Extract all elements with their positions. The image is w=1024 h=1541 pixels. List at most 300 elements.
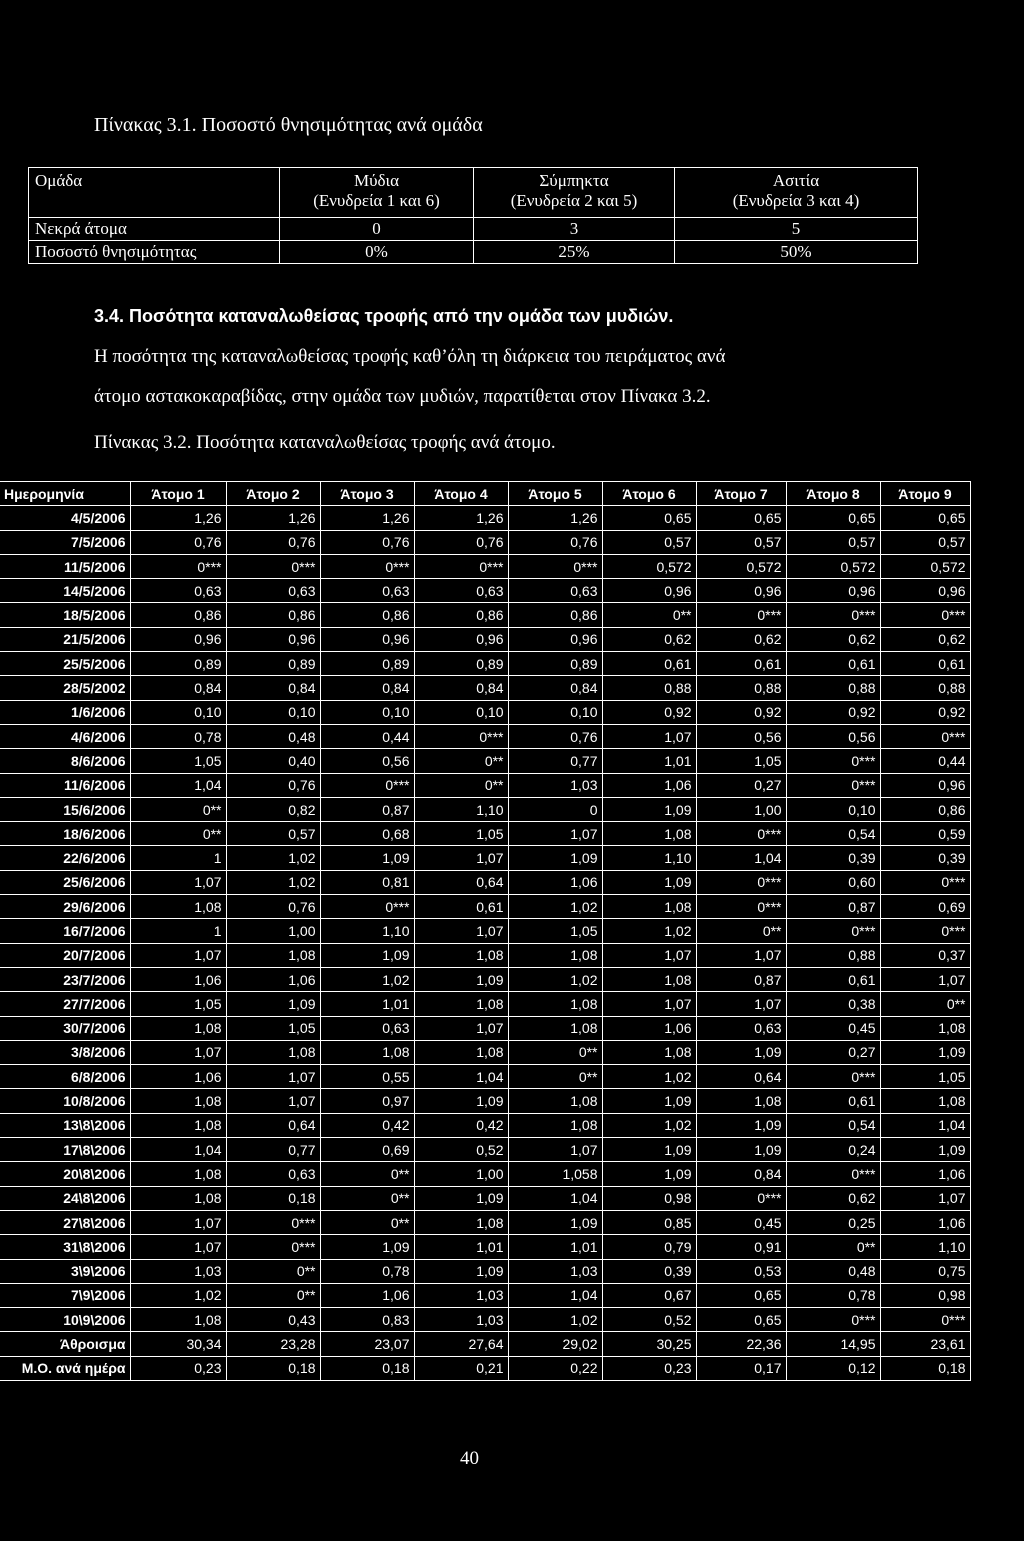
value-cell: 1,07 xyxy=(414,919,508,943)
mortality-table-header xyxy=(29,168,918,218)
value-cell: 0,76 xyxy=(226,895,320,919)
value-cell: 0,65 xyxy=(696,1308,786,1332)
value-cell: 0,88 xyxy=(696,676,786,700)
row-date: 27\8\2006 xyxy=(0,1210,130,1234)
cell: 0% xyxy=(280,241,474,264)
value-cell: 0*** xyxy=(696,1186,786,1210)
value-cell: 1 xyxy=(130,846,226,870)
value-cell: 1,08 xyxy=(320,1040,414,1064)
section-heading: 3.4. Ποσότητα καταναλωθείσας τροφής από την ομάδα των μυδιών. xyxy=(94,306,674,326)
value-cell: 1,07 xyxy=(414,846,508,870)
header-individual: Άτομο 1 xyxy=(130,482,226,506)
value-cell: 0,64 xyxy=(696,1065,786,1089)
value-cell: 0*** xyxy=(786,603,880,627)
value-cell: 1,09 xyxy=(320,846,414,870)
value-cell: 0*** xyxy=(786,1162,880,1186)
value-cell: 0,86 xyxy=(320,603,414,627)
value-cell: 0** xyxy=(226,1283,320,1307)
value-cell: 0*** xyxy=(880,724,970,748)
value-cell: 1,26 xyxy=(130,506,226,530)
value-cell: 1,02 xyxy=(508,1308,602,1332)
row-date: 18/5/2006 xyxy=(0,603,130,627)
table-header-row xyxy=(0,482,970,506)
value-cell: 0,57 xyxy=(602,530,696,554)
value-cell: 0,10 xyxy=(786,797,880,821)
value-cell: 0,97 xyxy=(320,1089,414,1113)
value-cell: 0,88 xyxy=(602,676,696,700)
value-cell: 0,92 xyxy=(602,700,696,724)
value-cell: 1,07 xyxy=(130,1210,226,1234)
value-cell: 0,18 xyxy=(226,1186,320,1210)
value-cell: 0,18 xyxy=(226,1356,320,1380)
value-cell: 1,10 xyxy=(880,1235,970,1259)
table-row xyxy=(0,943,970,967)
row-date: 15/6/2006 xyxy=(0,797,130,821)
value-cell: 1,06 xyxy=(602,1016,696,1040)
value-cell: 1,07 xyxy=(508,1138,602,1162)
value-cell: 0,96 xyxy=(602,579,696,603)
value-cell: 0,63 xyxy=(130,579,226,603)
value-cell: 0,57 xyxy=(226,822,320,846)
value-cell: 0** xyxy=(508,1065,602,1089)
header-symp-label: Σύμπηκτα xyxy=(539,171,609,190)
value-cell: 0** xyxy=(414,749,508,773)
value-cell: 1,09 xyxy=(508,1210,602,1234)
value-cell: 1,03 xyxy=(130,1259,226,1283)
value-cell: 0,27 xyxy=(696,773,786,797)
value-cell: 0,77 xyxy=(226,1138,320,1162)
table-row xyxy=(0,554,970,578)
table-row xyxy=(0,652,970,676)
value-cell: 0,57 xyxy=(786,530,880,554)
value-cell: 0,88 xyxy=(786,676,880,700)
value-cell: 0** xyxy=(320,1210,414,1234)
value-cell: 1,10 xyxy=(320,919,414,943)
table-row xyxy=(0,822,970,846)
food-consumption-table xyxy=(0,481,971,1381)
value-cell: 1,04 xyxy=(508,1283,602,1307)
value-cell: 0,96 xyxy=(414,627,508,651)
header-group-label: Ομάδα xyxy=(35,171,83,190)
header-individual: Άτομο 6 xyxy=(602,482,696,506)
value-cell: 0,48 xyxy=(786,1259,880,1283)
value-cell: 0,92 xyxy=(880,700,970,724)
value-cell: 0,42 xyxy=(414,1113,508,1137)
value-cell: 0,89 xyxy=(130,652,226,676)
value-cell: 0*** xyxy=(786,773,880,797)
value-cell: 0*** xyxy=(226,1235,320,1259)
value-cell: 0*** xyxy=(786,919,880,943)
value-cell: 0*** xyxy=(226,1210,320,1234)
value-cell: 1,02 xyxy=(602,919,696,943)
value-cell: 1,00 xyxy=(414,1162,508,1186)
value-cell: 1,09 xyxy=(320,1235,414,1259)
value-cell: 1,01 xyxy=(508,1235,602,1259)
table-row xyxy=(0,1186,970,1210)
value-cell: 0,84 xyxy=(696,1162,786,1186)
value-cell: 1,09 xyxy=(320,943,414,967)
value-cell: 1,07 xyxy=(508,822,602,846)
value-cell: 0,75 xyxy=(880,1259,970,1283)
value-cell: 0** xyxy=(786,1235,880,1259)
value-cell: 0,61 xyxy=(880,652,970,676)
value-cell: 1,08 xyxy=(602,967,696,991)
row-date: 20\8\2006 xyxy=(0,1162,130,1186)
value-cell: 0,62 xyxy=(696,627,786,651)
value-cell: 1,06 xyxy=(880,1162,970,1186)
value-cell: 0,84 xyxy=(320,676,414,700)
value-cell: 0,96 xyxy=(880,773,970,797)
mortality-row-dead xyxy=(29,218,918,241)
value-cell: 1,08 xyxy=(130,1162,226,1186)
value-cell: 0,84 xyxy=(130,676,226,700)
value-cell: 0,96 xyxy=(786,579,880,603)
value-cell: 0*** xyxy=(320,895,414,919)
value-cell: 0,572 xyxy=(696,554,786,578)
value-cell: 1,08 xyxy=(508,943,602,967)
value-cell: 1,05 xyxy=(130,992,226,1016)
value-cell: 0,18 xyxy=(880,1356,970,1380)
header-individual: Άτομο 3 xyxy=(320,482,414,506)
value-cell: 0,87 xyxy=(786,895,880,919)
value-cell: 1,08 xyxy=(414,1210,508,1234)
value-cell: 1,09 xyxy=(508,846,602,870)
value-cell: 0,76 xyxy=(508,724,602,748)
value-cell: 0,65 xyxy=(696,506,786,530)
value-cell: 1,02 xyxy=(226,870,320,894)
page-number: 40 xyxy=(460,1448,479,1469)
row-date: 11/6/2006 xyxy=(0,773,130,797)
row-date: 31\8\2006 xyxy=(0,1235,130,1259)
value-cell: 0,96 xyxy=(320,627,414,651)
row-date: 10\9\2006 xyxy=(0,1308,130,1332)
cell: 5 xyxy=(675,218,918,241)
value-cell: 1,08 xyxy=(508,1016,602,1040)
row-date: 18/6/2006 xyxy=(0,822,130,846)
table-row xyxy=(0,579,970,603)
value-cell: 1,06 xyxy=(226,967,320,991)
value-cell: 0,83 xyxy=(320,1308,414,1332)
value-cell: 0,62 xyxy=(786,1186,880,1210)
mortality-row-rate xyxy=(29,241,918,264)
value-cell: 1,05 xyxy=(130,749,226,773)
value-cell: 0,63 xyxy=(226,579,320,603)
value-cell: 0,78 xyxy=(130,724,226,748)
value-cell: 0,88 xyxy=(880,676,970,700)
cell: 3 xyxy=(474,218,675,241)
value-cell: 1,058 xyxy=(508,1162,602,1186)
value-cell: 0*** xyxy=(414,724,508,748)
value-cell: 1,08 xyxy=(414,943,508,967)
table-row xyxy=(0,700,970,724)
table-row xyxy=(0,627,970,651)
row-date: 4/5/2006 xyxy=(0,506,130,530)
value-cell: 1,05 xyxy=(696,749,786,773)
header-individual: Άτομο 7 xyxy=(696,482,786,506)
value-cell: 0,52 xyxy=(602,1308,696,1332)
value-cell: 1,07 xyxy=(414,1016,508,1040)
value-cell: 0,76 xyxy=(226,773,320,797)
value-cell: 1,06 xyxy=(320,1283,414,1307)
value-cell: 0,62 xyxy=(880,627,970,651)
table-row xyxy=(0,1308,970,1332)
table1-caption: Πίνακας 3.1. Ποσοστό θνησιμότητας ανά ομάδα xyxy=(94,114,483,136)
header-group xyxy=(29,168,280,218)
value-cell: 0,56 xyxy=(786,724,880,748)
row-date: 8/6/2006 xyxy=(0,749,130,773)
value-cell: 0,18 xyxy=(320,1356,414,1380)
value-cell: 1,05 xyxy=(880,1065,970,1089)
value-cell: 0,63 xyxy=(320,1016,414,1040)
row-date: Μ.Ο. ανά ημέρα xyxy=(0,1356,130,1380)
value-cell: 0,39 xyxy=(786,846,880,870)
value-cell: 0,54 xyxy=(786,822,880,846)
value-cell: 0,17 xyxy=(696,1356,786,1380)
value-cell: 0*** xyxy=(414,554,508,578)
value-cell: 1,07 xyxy=(696,992,786,1016)
row-date: Άθροισμα xyxy=(0,1332,130,1356)
value-cell: 1,08 xyxy=(508,1089,602,1113)
value-cell: 1,08 xyxy=(508,992,602,1016)
value-cell: 0,65 xyxy=(602,506,696,530)
value-cell: 23,07 xyxy=(320,1332,414,1356)
value-cell: 1,08 xyxy=(130,1113,226,1137)
value-cell: 1,09 xyxy=(414,1259,508,1283)
value-cell: 1,08 xyxy=(130,1016,226,1040)
value-cell: 0*** xyxy=(320,773,414,797)
value-cell: 1,08 xyxy=(880,1016,970,1040)
value-cell: 0,76 xyxy=(414,530,508,554)
value-cell: 1,03 xyxy=(414,1308,508,1332)
table-row xyxy=(0,603,970,627)
value-cell: 0,98 xyxy=(880,1283,970,1307)
value-cell: 0,89 xyxy=(414,652,508,676)
value-cell: 0,63 xyxy=(696,1016,786,1040)
table-row xyxy=(0,846,970,870)
value-cell: 1,08 xyxy=(602,1040,696,1064)
value-cell: 1,08 xyxy=(226,943,320,967)
table-row xyxy=(0,1259,970,1283)
value-cell: 0*** xyxy=(880,603,970,627)
value-cell: 0*** xyxy=(508,554,602,578)
header-asit xyxy=(675,168,918,218)
value-cell: 1,04 xyxy=(508,1186,602,1210)
value-cell: 1,06 xyxy=(880,1210,970,1234)
row-date: 14/5/2006 xyxy=(0,579,130,603)
value-cell: 1,08 xyxy=(414,1040,508,1064)
value-cell: 0,45 xyxy=(696,1210,786,1234)
value-cell: 0*** xyxy=(696,895,786,919)
value-cell: 1,09 xyxy=(414,1186,508,1210)
value-cell: 0,63 xyxy=(414,579,508,603)
value-cell: 0,84 xyxy=(414,676,508,700)
value-cell: 1,26 xyxy=(226,506,320,530)
value-cell: 0,10 xyxy=(508,700,602,724)
value-cell: 1,10 xyxy=(602,846,696,870)
header-mydia xyxy=(280,168,474,218)
value-cell: 0*** xyxy=(880,870,970,894)
table-row xyxy=(0,870,970,894)
table-row xyxy=(0,1162,970,1186)
value-cell: 1,10 xyxy=(414,797,508,821)
row-date: 10/8/2006 xyxy=(0,1089,130,1113)
value-cell: 1,08 xyxy=(508,1113,602,1137)
value-cell: 0,64 xyxy=(226,1113,320,1137)
value-cell: 0** xyxy=(414,773,508,797)
row-date: 17\8\2006 xyxy=(0,1138,130,1162)
value-cell: 0,12 xyxy=(786,1356,880,1380)
table-row xyxy=(0,1138,970,1162)
value-cell: 0,67 xyxy=(602,1283,696,1307)
header-asit-sub: (Ενυδρεία 3 και 4) xyxy=(732,191,860,210)
value-cell: 0,65 xyxy=(696,1283,786,1307)
value-cell: 1,06 xyxy=(130,967,226,991)
value-cell: 0,62 xyxy=(602,627,696,651)
row-date: 22/6/2006 xyxy=(0,846,130,870)
value-cell: 0,89 xyxy=(226,652,320,676)
table-row xyxy=(0,773,970,797)
value-cell: 0** xyxy=(320,1162,414,1186)
value-cell: 0*** xyxy=(696,603,786,627)
value-cell: 0*** xyxy=(880,919,970,943)
value-cell: 0,78 xyxy=(320,1259,414,1283)
value-cell: 1,08 xyxy=(414,992,508,1016)
row-date: 1/6/2006 xyxy=(0,700,130,724)
value-cell: 0,56 xyxy=(696,724,786,748)
row-label: Ποσοστό θνησιμότητας xyxy=(29,241,280,264)
value-cell: 1,02 xyxy=(320,967,414,991)
value-cell: 0,52 xyxy=(414,1138,508,1162)
value-cell: 0,86 xyxy=(508,603,602,627)
value-cell: 0,87 xyxy=(320,797,414,821)
table-summary-row xyxy=(0,1356,970,1380)
header-symp-sub: (Ενυδρεία 2 και 5) xyxy=(510,191,638,210)
value-cell: 1,07 xyxy=(880,1186,970,1210)
row-date: 7\9\2006 xyxy=(0,1283,130,1307)
paragraph-line-2: άτομο αστακοκαραβίδας, στην ομάδα των μυδιών, παρατίθεται στον Πίνακα 3.2. xyxy=(94,386,711,407)
value-cell: 0,24 xyxy=(786,1138,880,1162)
value-cell: 0,76 xyxy=(130,530,226,554)
value-cell: 1,03 xyxy=(414,1283,508,1307)
mortality-table xyxy=(28,167,918,264)
value-cell: 1,07 xyxy=(696,943,786,967)
value-cell: 1,08 xyxy=(130,1186,226,1210)
value-cell: 0,57 xyxy=(696,530,786,554)
value-cell: 0** xyxy=(320,1186,414,1210)
value-cell: 0** xyxy=(696,919,786,943)
value-cell: 0*** xyxy=(130,554,226,578)
value-cell: 1,07 xyxy=(602,943,696,967)
header-mydia-sub: (Ενυδρεία 1 και 6) xyxy=(313,191,440,210)
table-row xyxy=(0,749,970,773)
value-cell: 1,09 xyxy=(602,1138,696,1162)
value-cell: 1,26 xyxy=(414,506,508,530)
value-cell: 0** xyxy=(226,1259,320,1283)
value-cell: 0,86 xyxy=(880,797,970,821)
table-row xyxy=(0,724,970,748)
value-cell: 0,86 xyxy=(226,603,320,627)
value-cell: 0,65 xyxy=(786,506,880,530)
value-cell: 0,63 xyxy=(320,579,414,603)
value-cell: 0,86 xyxy=(130,603,226,627)
value-cell: 0,61 xyxy=(786,1089,880,1113)
value-cell: 0,572 xyxy=(786,554,880,578)
value-cell: 0*** xyxy=(226,554,320,578)
table-row xyxy=(0,967,970,991)
value-cell: 0 xyxy=(508,797,602,821)
value-cell: 1,08 xyxy=(130,895,226,919)
table-row xyxy=(0,1040,970,1064)
value-cell: 1,07 xyxy=(130,870,226,894)
value-cell: 0,572 xyxy=(880,554,970,578)
value-cell: 0,96 xyxy=(696,579,786,603)
value-cell: 0,89 xyxy=(508,652,602,676)
value-cell: 0,57 xyxy=(880,530,970,554)
value-cell: 0** xyxy=(880,992,970,1016)
cell: 50% xyxy=(675,241,918,264)
row-date: 24\8\2006 xyxy=(0,1186,130,1210)
value-cell: 1,09 xyxy=(880,1040,970,1064)
value-cell: 0,63 xyxy=(226,1162,320,1186)
value-cell: 0,69 xyxy=(320,1138,414,1162)
value-cell: 1,09 xyxy=(696,1040,786,1064)
value-cell: 0,92 xyxy=(786,700,880,724)
value-cell: 0,37 xyxy=(880,943,970,967)
value-cell: 1,02 xyxy=(602,1065,696,1089)
value-cell: 1,02 xyxy=(226,846,320,870)
value-cell: 0,92 xyxy=(696,700,786,724)
row-date: 25/6/2006 xyxy=(0,870,130,894)
value-cell: 1,09 xyxy=(414,1089,508,1113)
value-cell: 0,82 xyxy=(226,797,320,821)
value-cell: 1,09 xyxy=(226,992,320,1016)
value-cell: 1,03 xyxy=(508,1259,602,1283)
value-cell: 0*** xyxy=(786,1308,880,1332)
value-cell: 0,10 xyxy=(226,700,320,724)
header-mydia-label: Μύδια xyxy=(353,171,400,190)
value-cell: 0,63 xyxy=(508,579,602,603)
value-cell: 1,05 xyxy=(508,919,602,943)
value-cell: 0,98 xyxy=(602,1186,696,1210)
value-cell: 0,27 xyxy=(786,1040,880,1064)
value-cell: 0,85 xyxy=(602,1210,696,1234)
value-cell: 0,81 xyxy=(320,870,414,894)
row-date: 27/7/2006 xyxy=(0,992,130,1016)
value-cell: 0** xyxy=(602,603,696,627)
value-cell: 23,61 xyxy=(880,1332,970,1356)
value-cell: 0,76 xyxy=(508,530,602,554)
value-cell: 1,01 xyxy=(414,1235,508,1259)
value-cell: 0,10 xyxy=(130,700,226,724)
value-cell: 0,21 xyxy=(414,1356,508,1380)
value-cell: 0,39 xyxy=(880,846,970,870)
value-cell: 1,08 xyxy=(130,1089,226,1113)
value-cell: 1,08 xyxy=(880,1089,970,1113)
value-cell: 0,53 xyxy=(696,1259,786,1283)
row-date: 23/7/2006 xyxy=(0,967,130,991)
value-cell: 0,38 xyxy=(786,992,880,1016)
row-date: 11/5/2006 xyxy=(0,554,130,578)
table-row xyxy=(0,919,970,943)
paragraph-line-1: Η ποσότητα της καταναλωθείσας τροφής καθ’όλη τη διάρκεια του πειράματος ανά xyxy=(94,346,726,367)
table-row xyxy=(0,992,970,1016)
table-summary-row xyxy=(0,1332,970,1356)
table2-caption: Πίνακας 3.2. Ποσότητα καταναλωθείσας τροφής ανά άτομο. xyxy=(94,432,556,453)
value-cell: 0,44 xyxy=(320,724,414,748)
value-cell: 0,84 xyxy=(508,676,602,700)
row-date: 29/6/2006 xyxy=(0,895,130,919)
table-row xyxy=(0,1089,970,1113)
